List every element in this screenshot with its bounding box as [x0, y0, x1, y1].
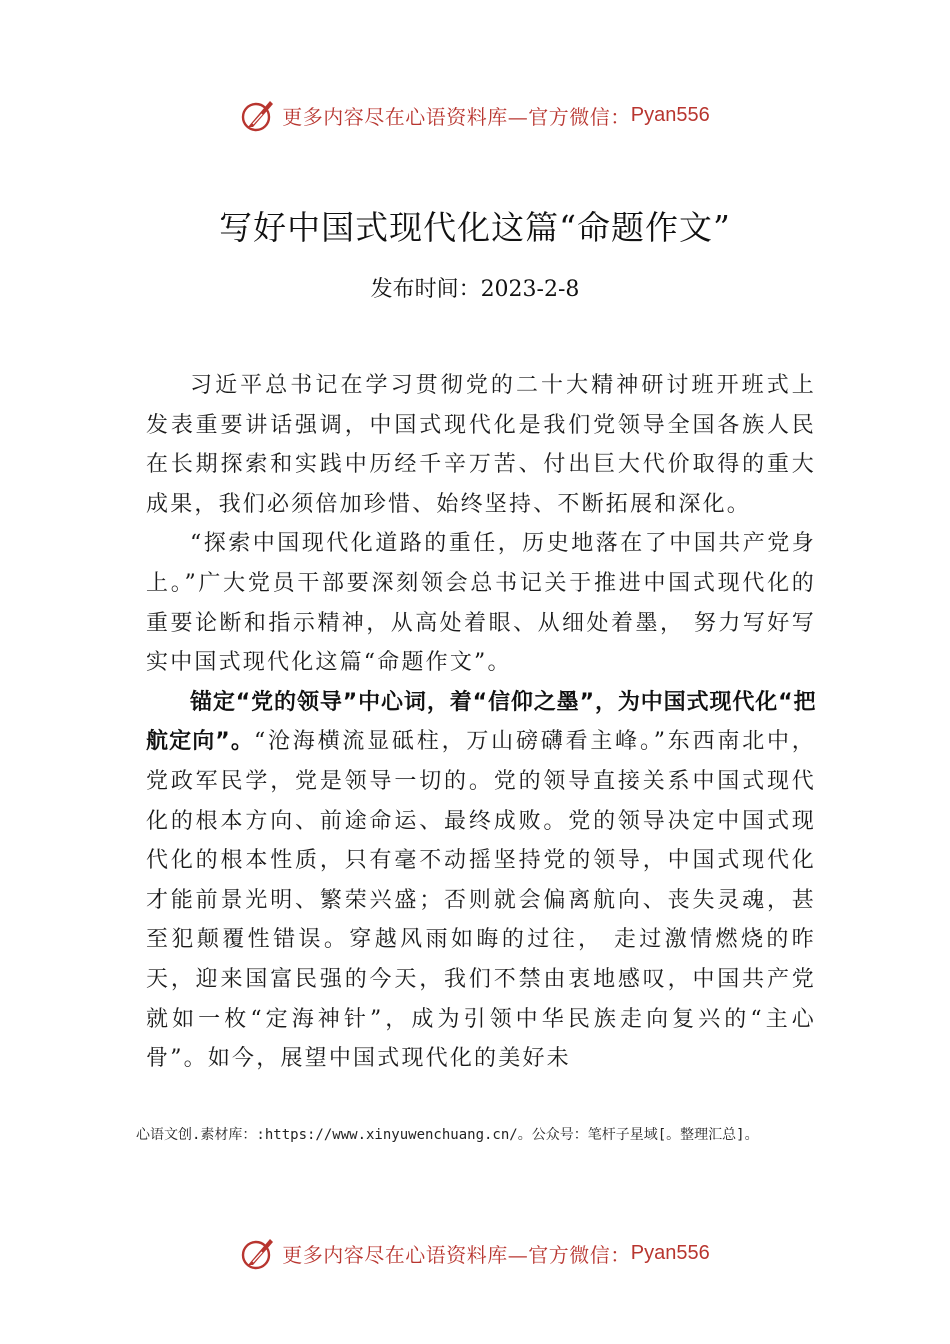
quill-pen-logo-icon	[240, 1235, 276, 1271]
header-banner	[0, 95, 950, 135]
banner-text: 更多内容尽在心语资料库—官方微信：	[282, 104, 631, 129]
article-title: 写好中国式现代化这篇“命题作文”	[219, 208, 731, 247]
quill-pen-logo-icon	[240, 97, 276, 133]
source-line: 心语文创.素材库：:https://www.xinyuwenchuang.cn/。公众号：笔杆子星域[。整理汇总]。	[136, 1127, 759, 1143]
paragraph-3	[146, 683, 816, 1079]
paragraph-heading: 锚定“党的领导”中心词，着“信仰之墨”，为中国式现代化“把航定向”。	[146, 689, 816, 755]
banner-text: 更多内容尽在心语资料库—官方微信：	[282, 1242, 631, 1267]
paragraph-1	[146, 366, 816, 524]
paragraph-text: 习近平总书记在学习贯彻党的二十大精神研讨班开班式上发表重要讲话强调，中国式现代化是我们党领导全国各族人民在长期探索和实践中历经千辛万苦、付出巨大代价取得的重大成果，我们必须倍加珍惜、始终坚持、不断拓展和深化。	[146, 373, 816, 517]
paragraph-2	[146, 524, 816, 682]
paragraph-text: “探索中国现代化道路的重任，历史地落在了中国共产党身上。”广大党员干部要深刻领会总书记关于推进中国式现代化的重要论断和指示精神，从高处着眼、从细处着墨， 努力写好写实中国式现代化这篇“命题作文”。	[146, 531, 816, 676]
footer-banner	[0, 1233, 950, 1273]
article-body	[146, 366, 816, 1079]
banner-wechat-id: Pyan556	[630, 1241, 710, 1264]
banner-wechat-id: Pyan556	[630, 103, 710, 126]
paragraph-text: “沧海横流显砥柱，万山磅礴看主峰。”东西南北中，党政军民学，党是领导一切的。党的领导直接关系中国式现代化的根本方向、前途命运、最终成败。党的领导决定中国式现代化的根本性质，只有毫不动摇坚持党的领导，中国式现代化才能前景光明、繁荣兴盛；否则就会偏离航向、丧失灵魂，甚至犯颠覆性错误。穿越风雨如晦的过往， 走过激情燃烧的昨天，迎来国富民强的今天，我们不禁由衷地感叹，中国共产党就如一枚“定海神针”，成为引领中华民族走向复兴的“主心骨”。如今，展望中国式现代化的美好未	[146, 729, 816, 1072]
publish-date: 发布时间：2023-2-8	[370, 277, 580, 302]
